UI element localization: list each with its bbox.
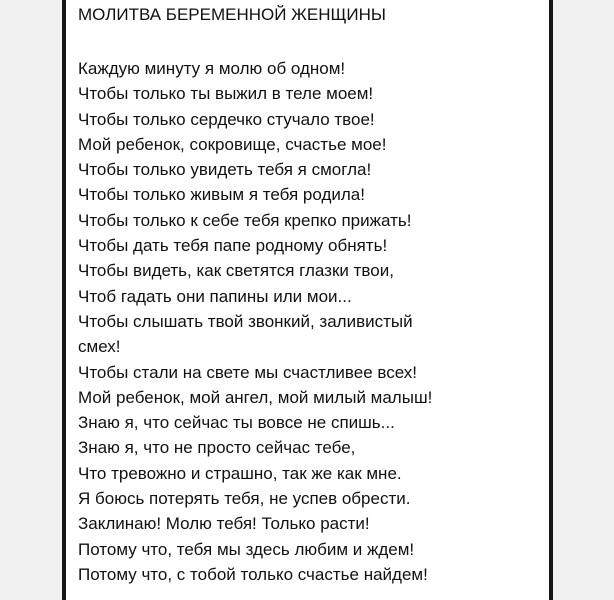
poem-line: Чтобы стали на свете мы счастливее всех! [78, 362, 418, 382]
poem-line: Мой ребенок, сокровище, счастье мое! [78, 134, 387, 154]
poem-line: Чтобы только к себе тебя крепко прижать! [78, 210, 412, 230]
poem-line: Чтобы только ты выжил в теле моем! [78, 84, 374, 104]
poem-line: Чтобы дать тебя папе родному обнять! [78, 236, 388, 256]
poem-body [78, 56, 544, 587]
poem-line: Чтобы только сердечко стучало твое! [78, 109, 375, 129]
poem-line: Мой ребенок, мой ангел, мой милый малыш! [78, 387, 433, 407]
poem-line: Чтоб гадать они папины или мои... [78, 286, 352, 306]
poem-line: Чтобы только живым я тебя родила! [78, 185, 365, 205]
poem-line: Я боюсь потерять тебя, не успев обрести. [78, 489, 411, 509]
document-title: МОЛИТВА БЕРЕМЕННОЙ ЖЕНЩИНЫ [78, 5, 386, 24]
poem-line: Знаю я, что не просто сейчас тебе, [78, 438, 356, 458]
poem-line: Заклинаю! Молю тебя! Только расти! [78, 514, 370, 534]
right-frame-border [549, 0, 553, 600]
poem-line: Что тревожно и страшно, так же как мне. [78, 463, 402, 483]
poem-line: Чтобы только увидеть тебя я смогла! [78, 160, 372, 180]
poem-line: Потому что, тебя мы здесь любим и ждем! [78, 539, 415, 559]
poem-line: Каждую минуту я молю об одном! [78, 59, 346, 78]
poem-line: Чтобы видеть, как светятся глазки твои, [78, 261, 394, 281]
poem-line: Знаю я, что сейчас ты вовсе не спишь... [78, 413, 395, 433]
poem-line: Потому что, с тобой только счастье найдем! [78, 564, 428, 584]
poem-line: Чтобы слышать твой звонкий, заливистый [78, 311, 413, 331]
poem-line: смех! [78, 337, 121, 357]
document-page [66, 0, 549, 600]
